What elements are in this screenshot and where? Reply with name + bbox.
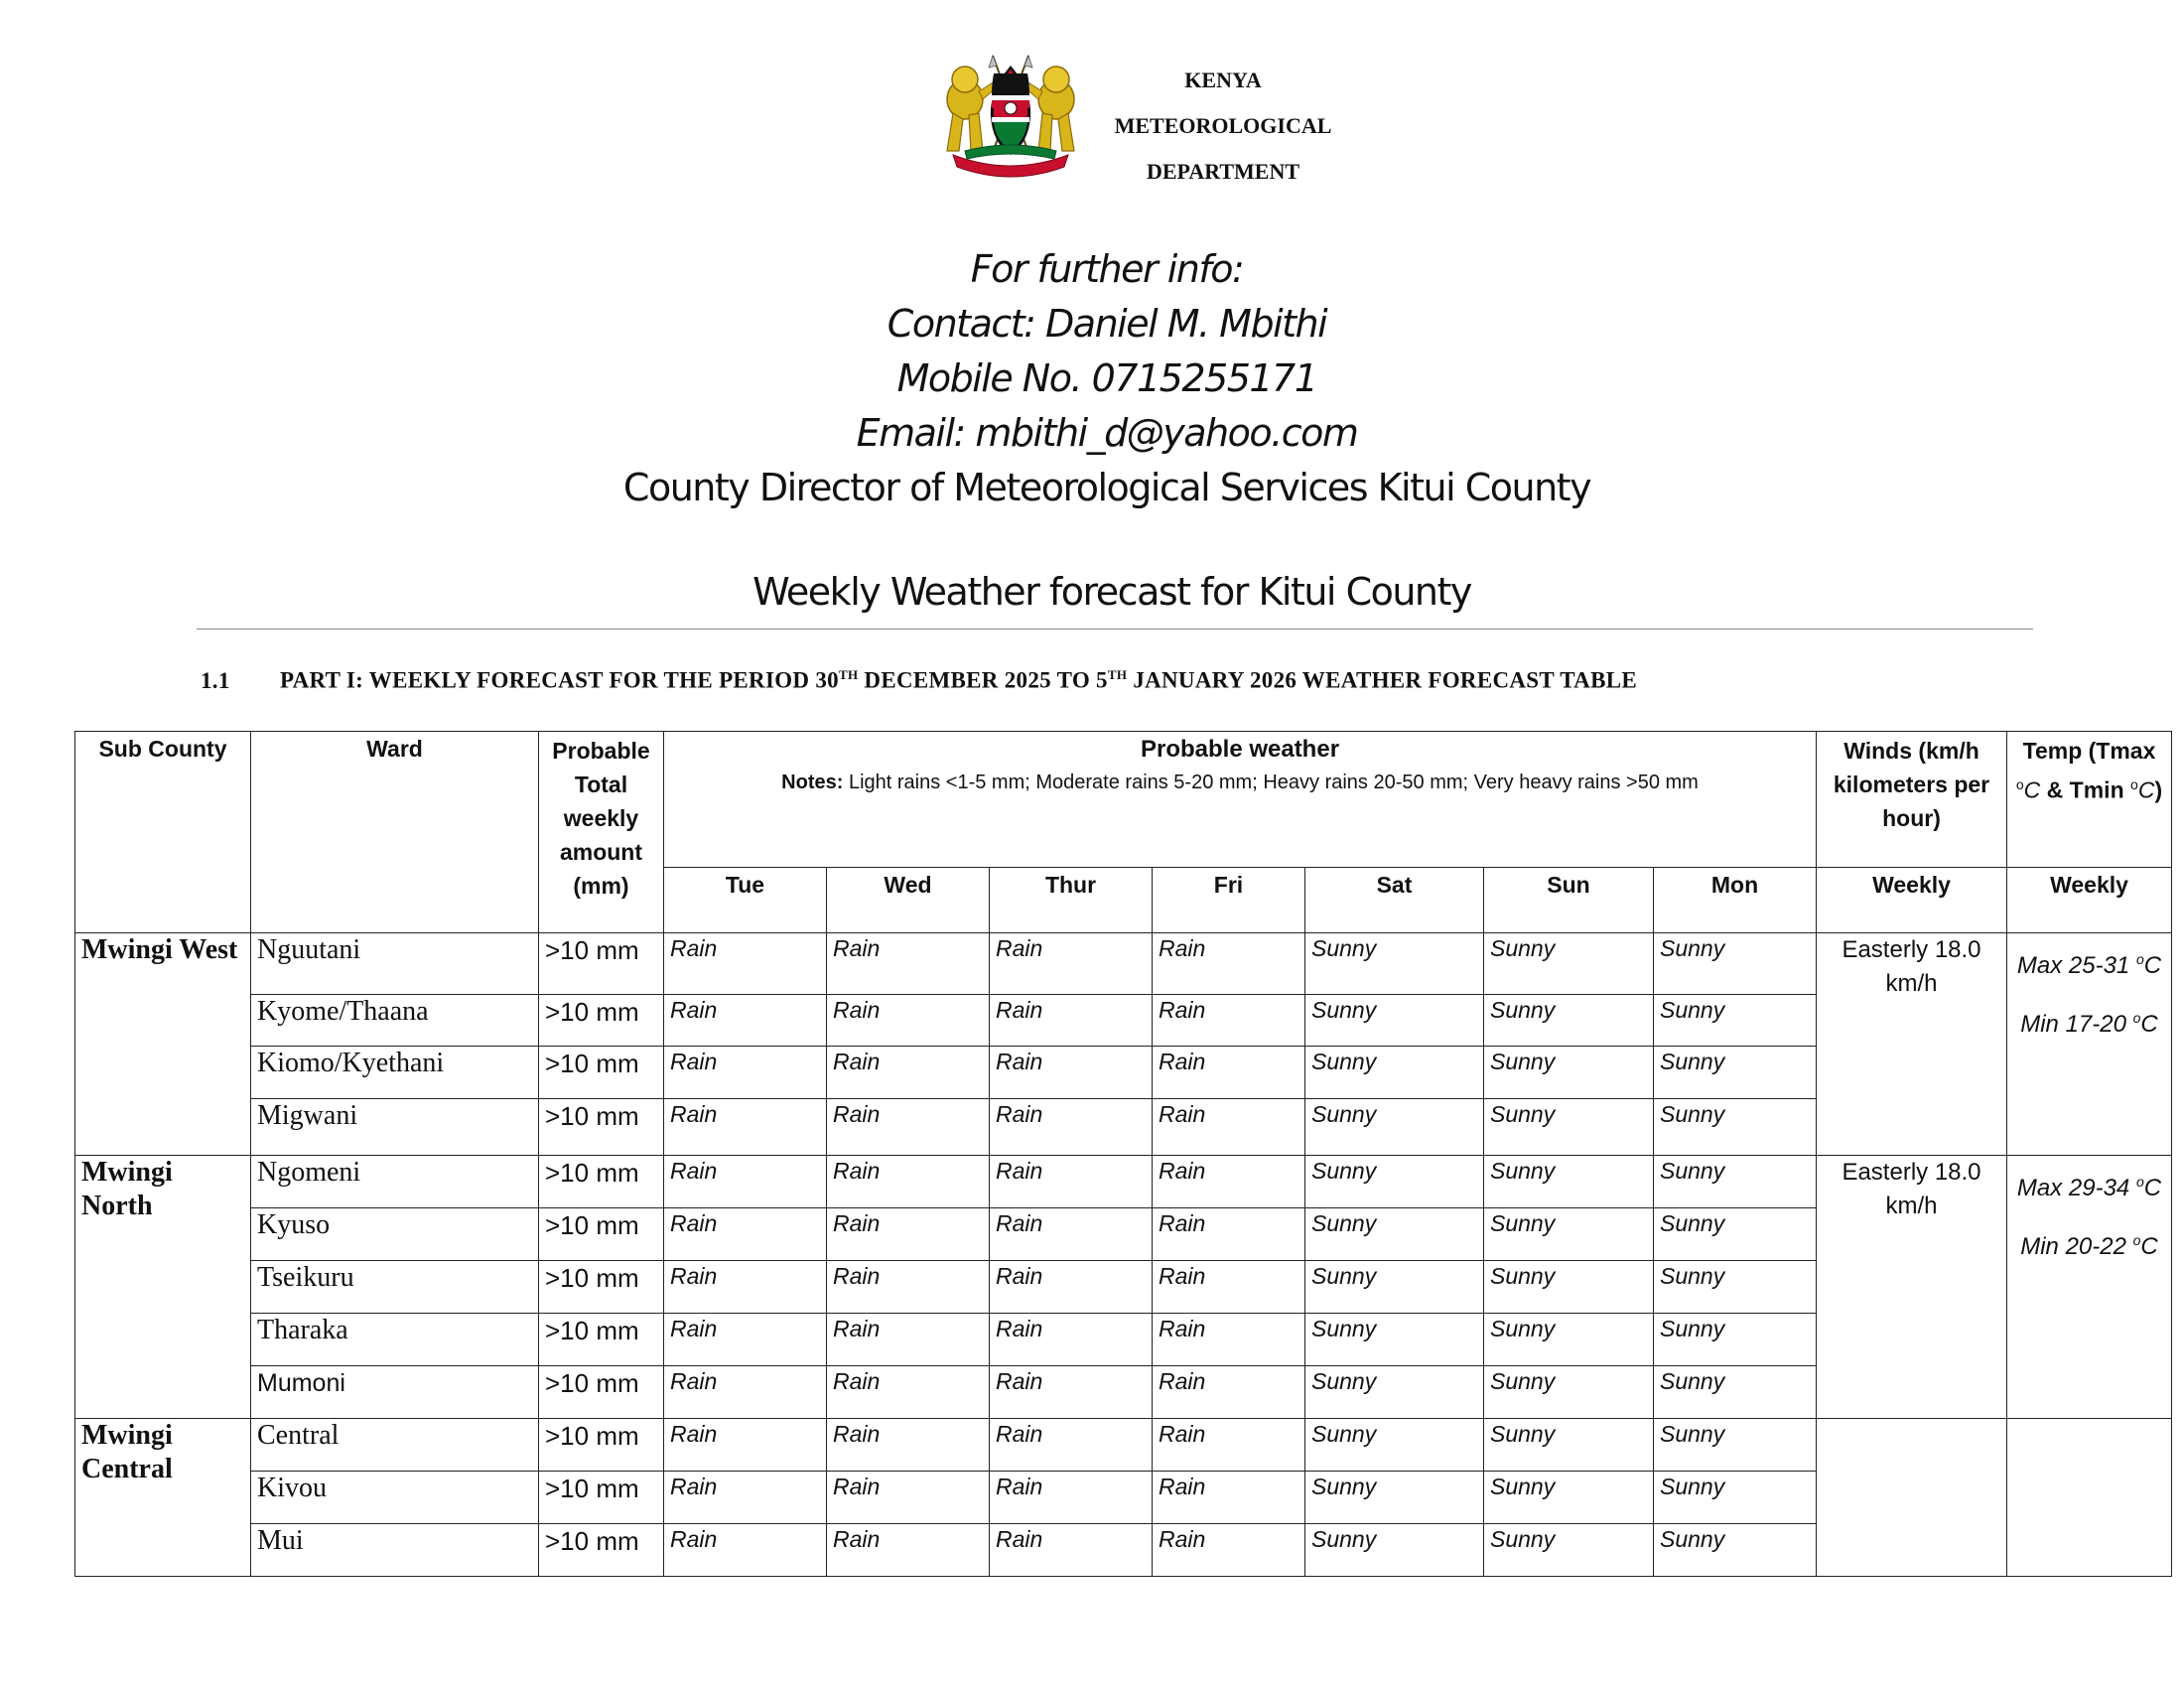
weather-cell: Rain	[664, 1156, 827, 1208]
ward-cell: Kyome/Thaana	[251, 995, 539, 1047]
weather-cell: Sunny	[1484, 1472, 1654, 1524]
weather-cell: Rain	[827, 1524, 990, 1577]
ward-cell: Nguutani	[251, 933, 539, 995]
weather-cell: Rain	[990, 1261, 1153, 1314]
weather-cell: Sunny	[1305, 1472, 1484, 1524]
weather-cell: Rain	[990, 1099, 1153, 1156]
weather-cell: Rain	[827, 1047, 990, 1099]
weather-cell: Rain	[1153, 1047, 1305, 1099]
weather-cell: Rain	[990, 1314, 1153, 1366]
weekly-temp-header: Weekly	[2007, 868, 2172, 933]
weather-cell: Sunny	[1305, 933, 1484, 995]
amount-cell: >10 mm	[539, 1156, 664, 1208]
weather-cell: Sunny	[1305, 995, 1484, 1047]
wind-cell: Easterly 18.0 km/h	[1817, 1156, 2007, 1419]
weather-cell: Sunny	[1484, 1419, 1654, 1472]
weather-cell: Sunny	[1305, 1419, 1484, 1472]
weather-cell: Sunny	[1654, 1261, 1817, 1314]
notes-text: Light rains <1-5 mm; Moderate rains 5-20 mm; Heavy rains 20-50 mm; Very heavy rains >50 mm	[843, 772, 1699, 793]
weather-cell: Rain	[664, 995, 827, 1047]
weather-cell: Rain	[990, 1366, 1153, 1419]
weather-cell: Sunny	[1484, 995, 1654, 1047]
weather-cell: Rain	[827, 933, 990, 995]
weather-cell: Sunny	[1654, 1314, 1817, 1366]
temp-cell	[2007, 1419, 2172, 1577]
contact-email: Email: mbithi_d@yahoo.com	[856, 411, 1358, 455]
weather-cell: Rain	[664, 1261, 827, 1314]
temp-text-a: Temp (Tmax	[2022, 738, 2156, 764]
temp-unit-sup-2: o	[2130, 776, 2138, 792]
amount-cell: >10 mm	[539, 1047, 664, 1099]
weather-cell: Sunny	[1484, 1047, 1654, 1099]
ward-cell: Mumoni	[251, 1366, 539, 1419]
weather-cell: Rain	[1153, 1419, 1305, 1472]
forecast-table	[74, 731, 2172, 1577]
weather-cell: Rain	[1153, 1208, 1305, 1261]
sub-county-cell: Mwingi West	[75, 933, 251, 1156]
temp-max-unit-sup: o	[2135, 951, 2144, 967]
right-lion	[1024, 67, 1074, 151]
sub-county-cell: Mwingi Central	[75, 1419, 251, 1577]
weather-cell: Rain	[1153, 1261, 1305, 1314]
weather-cell: Rain	[827, 1366, 990, 1419]
weather-cell: Sunny	[1305, 1047, 1484, 1099]
forecast-body	[75, 933, 2172, 1577]
wind-cell	[1817, 1419, 2007, 1577]
weather-cell: Rain	[664, 1208, 827, 1261]
sub-county-cell: Mwingi North	[75, 1156, 251, 1419]
day-header: Sat	[1305, 868, 1484, 933]
weather-cell: Rain	[990, 995, 1153, 1047]
temp-max	[2013, 1156, 2165, 1214]
contact-block	[0, 242, 2184, 515]
weather-cell: Rain	[990, 1156, 1153, 1208]
amount-cell: >10 mm	[539, 995, 664, 1047]
weather-cell: Sunny	[1484, 1156, 1654, 1208]
amount-cell: >10 mm	[539, 1261, 664, 1314]
weather-cell: Rain	[1153, 1156, 1305, 1208]
weather-cell: Rain	[990, 933, 1153, 995]
day-header: Mon	[1654, 868, 1817, 933]
section-text-a: PART I: WEEKLY FORECAST FOR THE PERIOD 30	[280, 667, 839, 693]
dept-line-3: DEPARTMENT	[1146, 159, 1300, 184]
document-title: Weekly Weather forecast for Kitui County	[752, 570, 1471, 614]
day-header: Wed	[827, 868, 990, 933]
weather-cell: Sunny	[1484, 1524, 1654, 1577]
weather-cell: Rain	[664, 1314, 827, 1366]
day-header: Sun	[1484, 868, 1654, 933]
weather-cell: Sunny	[1305, 1156, 1484, 1208]
temp-cell	[2007, 1156, 2172, 1419]
weather-cell: Rain	[664, 1472, 827, 1524]
amount-cell: >10 mm	[539, 1314, 664, 1366]
weather-cell: Rain	[827, 1314, 990, 1366]
header-row-top	[75, 732, 2172, 868]
wind-cell: Easterly 18.0 km/h	[1817, 933, 2007, 1156]
amount-cell: >10 mm	[539, 1208, 664, 1261]
temp-min-unit-c: C	[2140, 1011, 2158, 1038]
weather-cell: Rain	[990, 1419, 1153, 1472]
table-row	[75, 1156, 2172, 1208]
weather-cell: Rain	[990, 1472, 1153, 1524]
temp-max-value: Max 25-31	[2016, 952, 2136, 979]
weather-cell: Rain	[664, 1419, 827, 1472]
section-sup-b: TH	[1107, 667, 1128, 682]
weather-cell: Sunny	[1305, 1261, 1484, 1314]
temp-max-value: Max 29-34	[2016, 1175, 2136, 1201]
weather-cell: Sunny	[1484, 1261, 1654, 1314]
temp-unit-c-1: C	[2023, 776, 2041, 803]
dept-line-2: METEOROLOGICAL	[1114, 113, 1332, 138]
weather-cell: Sunny	[1654, 933, 1817, 995]
weather-cell: Rain	[990, 1208, 1153, 1261]
header-ward: Ward	[251, 732, 539, 933]
section-text-c: JANUARY 2026 WEATHER FORECAST TABLE	[1127, 667, 1637, 693]
left-lion	[947, 67, 997, 151]
header-winds: Winds (km/h kilometers per hour)	[1817, 732, 2007, 868]
table-row	[75, 933, 2172, 995]
section-heading	[201, 667, 1637, 694]
amount-cell: >10 mm	[539, 1419, 664, 1472]
ward-cell: Kyuso	[251, 1208, 539, 1261]
weekly-winds-header: Weekly	[1817, 868, 2007, 933]
temp-close: )	[2154, 776, 2163, 803]
weather-cell: Rain	[827, 1099, 990, 1156]
weather-cell: Sunny	[1484, 1208, 1654, 1261]
department-name	[1104, 58, 1342, 195]
weather-cell: Sunny	[1484, 1099, 1654, 1156]
weather-cell: Sunny	[1305, 1208, 1484, 1261]
weather-cell: Sunny	[1654, 1047, 1817, 1099]
amount-cell: >10 mm	[539, 1524, 664, 1577]
probable-weather-title: Probable weather	[1140, 736, 1340, 763]
weather-cell: Sunny	[1654, 1366, 1817, 1419]
temp-cell	[2007, 933, 2172, 1156]
contact-name: Contact: Daniel M. Mbithi	[887, 302, 1327, 346]
contact-mobile: Mobile No. 0715255171	[896, 356, 1317, 400]
weather-cell: Rain	[1153, 1366, 1305, 1419]
weather-cell: Sunny	[1654, 1099, 1817, 1156]
weather-cell: Rain	[990, 1047, 1153, 1099]
ward-cell: Kivou	[251, 1472, 539, 1524]
coat-of-arms-icon	[935, 52, 1086, 179]
temp-min-value: Min 17-20	[2020, 1011, 2133, 1038]
weather-cell: Rain	[664, 933, 827, 995]
temp-unit-c-2: C	[2137, 776, 2155, 803]
weather-cell: Rain	[827, 1261, 990, 1314]
temp-min-unit-sup: o	[2132, 1010, 2141, 1026]
weather-cell: Rain	[827, 1472, 990, 1524]
notes-label: Notes:	[781, 772, 844, 793]
header-sub-county: Sub County	[75, 732, 251, 933]
contact-intro: For further info:	[970, 247, 1244, 291]
dept-line-1: KENYA	[1184, 68, 1262, 92]
table-row	[75, 1419, 2172, 1472]
header-amount: Probable Total weekly amount (mm)	[539, 732, 664, 933]
weather-cell: Sunny	[1484, 1366, 1654, 1419]
ward-cell: Tharaka	[251, 1314, 539, 1366]
ward-cell: Migwani	[251, 1099, 539, 1156]
section-sup-a: TH	[838, 667, 859, 682]
weather-cell: Sunny	[1654, 1156, 1817, 1208]
weather-cell: Sunny	[1654, 1472, 1817, 1524]
weather-cell: Rain	[1153, 995, 1305, 1047]
temp-min-value: Min 20-22	[2020, 1233, 2133, 1260]
weather-cell: Sunny	[1654, 1524, 1817, 1577]
weather-cell: Sunny	[1305, 1524, 1484, 1577]
probable-weather-notes	[670, 768, 1810, 797]
ward-cell: Central	[251, 1419, 539, 1472]
weather-cell: Rain	[990, 1524, 1153, 1577]
amount-cell: >10 mm	[539, 1366, 664, 1419]
contact-role: County Director of Meteorological Services Kitui County	[622, 466, 1591, 509]
ward-cell: Kiomo/Kyethani	[251, 1047, 539, 1099]
weather-cell: Rain	[1153, 933, 1305, 995]
header-probable-weather	[664, 732, 1817, 868]
temp-min	[2013, 1214, 2165, 1273]
temp-min-unit-sup: o	[2132, 1232, 2141, 1248]
temp-max-unit-c: C	[2143, 952, 2162, 979]
weather-cell: Rain	[1153, 1472, 1305, 1524]
temp-max-unit-c: C	[2143, 1175, 2162, 1201]
day-header: Thur	[990, 868, 1153, 933]
weather-cell: Sunny	[1654, 1208, 1817, 1261]
weather-cell: Rain	[1153, 1524, 1305, 1577]
weather-cell: Sunny	[1484, 1314, 1654, 1366]
amount-cell: >10 mm	[539, 1099, 664, 1156]
weather-cell: Sunny	[1305, 1314, 1484, 1366]
section-number: 1.1	[201, 667, 230, 693]
weather-cell: Sunny	[1305, 1099, 1484, 1156]
weather-cell: Sunny	[1654, 995, 1817, 1047]
ward-cell: Ngomeni	[251, 1156, 539, 1208]
weather-cell: Rain	[664, 1099, 827, 1156]
temp-max	[2013, 933, 2165, 992]
temp-text-b: & Tmin	[2040, 776, 2131, 803]
day-header: Fri	[1153, 868, 1305, 933]
ward-cell: Mui	[251, 1524, 539, 1577]
weather-cell: Rain	[664, 1524, 827, 1577]
weather-cell: Rain	[827, 1156, 990, 1208]
amount-cell: >10 mm	[539, 1472, 664, 1524]
amount-cell: >10 mm	[539, 933, 664, 995]
temp-unit-sup-1: o	[2015, 776, 2024, 792]
weather-cell: Rain	[827, 1208, 990, 1261]
temp-min-unit-c: C	[2140, 1233, 2158, 1260]
day-header: Tue	[664, 868, 827, 933]
weather-cell: Rain	[664, 1047, 827, 1099]
section-text-b: DECEMBER 2025 TO 5	[858, 667, 1108, 693]
weather-cell: Rain	[1153, 1099, 1305, 1156]
temp-min	[2013, 992, 2165, 1051]
header-temp	[2007, 732, 2172, 868]
ward-cell: Tseikuru	[251, 1261, 539, 1314]
weather-cell: Sunny	[1484, 933, 1654, 995]
title-divider	[197, 629, 2033, 630]
weather-cell: Rain	[1153, 1314, 1305, 1366]
weather-cell: Rain	[664, 1366, 827, 1419]
temp-max-unit-sup: o	[2135, 1174, 2144, 1190]
weather-cell: Sunny	[1654, 1419, 1817, 1472]
weather-cell: Rain	[827, 995, 990, 1047]
weather-cell: Sunny	[1305, 1366, 1484, 1419]
weather-cell: Rain	[827, 1419, 990, 1472]
